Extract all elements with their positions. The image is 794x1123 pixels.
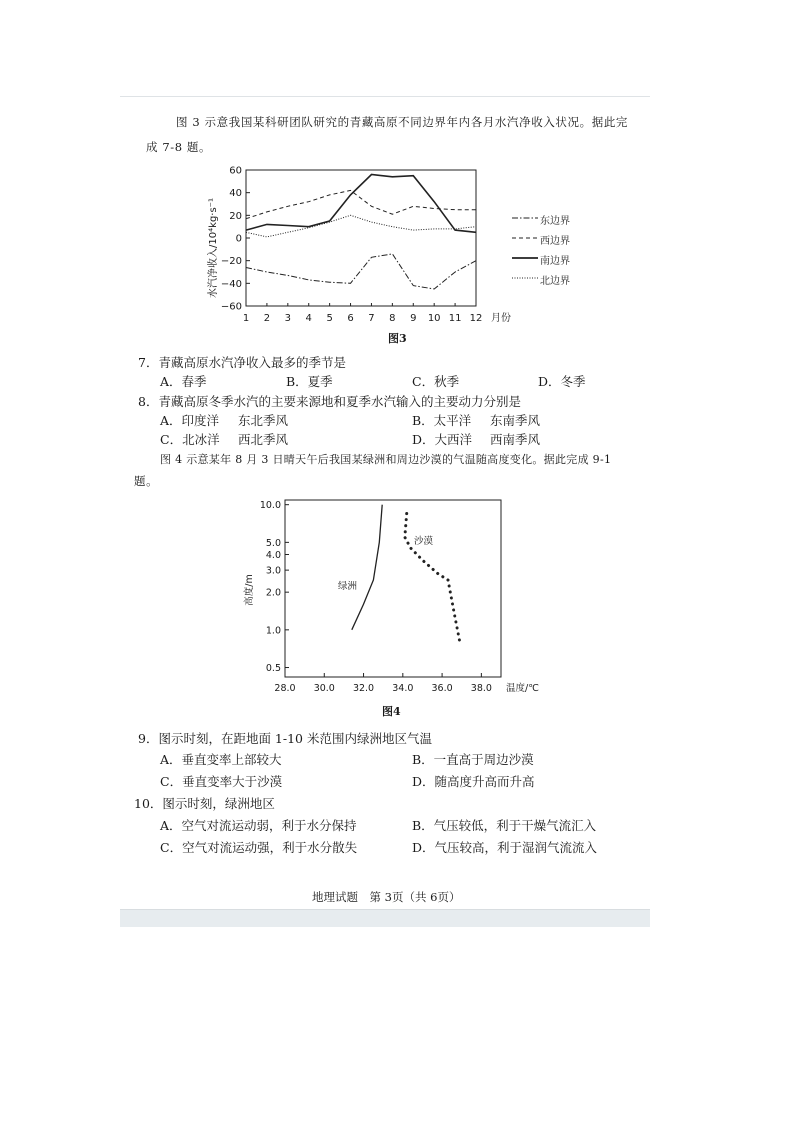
q8-option-d-letter: D．大西洋 [412, 432, 473, 447]
question-8-stem: 8．青藏高原冬季水汽的主要来源地和夏季水汽输入的主要动力分别是 [138, 394, 521, 409]
y-tick-label: 5.0 [265, 537, 281, 549]
x-tick-label: 3 [284, 313, 292, 324]
q9-option-a: A．垂直变率上部较大 [160, 752, 282, 767]
y-tick-label: 0 [235, 233, 242, 245]
figure-4-chart [240, 498, 560, 698]
desert-label: 沙漠 [414, 536, 434, 547]
page-bottom-edge [120, 909, 650, 927]
series-line [405, 514, 460, 643]
q10-option-c: C．空气对流运动强，利于水分散失 [160, 840, 358, 855]
x-tick-label: 6 [347, 313, 354, 324]
plot-frame [285, 500, 501, 677]
x-tick-label: 4 [305, 313, 312, 324]
q8-option-a-text: 东北季风 [238, 413, 289, 428]
y-tick-label: 40 [229, 188, 242, 200]
q10-option-a: A．空气对流运动弱，利于水分保持 [160, 818, 357, 833]
q7-option-a: A．春季 [160, 374, 207, 389]
oasis-label: 绿洲 [338, 581, 358, 592]
question-10-stem: 10．图示时刻，绿洲地区 [134, 796, 275, 811]
x-tick-label: 5 [326, 313, 333, 324]
page-footer: 地理试题 第 3页（共 6页） [312, 890, 461, 904]
chart-xlabel: 温度/℃ [506, 683, 539, 694]
y-tick-label: 60 [229, 165, 242, 177]
intro-line: 题。 [134, 474, 159, 488]
chart-ylabel: 水汽净收入/10⁴kg·s⁻¹ [208, 198, 219, 298]
series-line [246, 254, 476, 289]
x-tick-label: 7 [368, 313, 375, 324]
intro-line: 图 4 示意某年 8 月 3 日晴天午后我国某绿洲和周边沙漠的气温随高度变化。据此完成 9-1 [160, 453, 612, 466]
intro-line: 图 3 示意我国某科研团队研究的青藏高原不同边界年内各月水汽净收入状况。据此完 [176, 115, 629, 129]
question-7-stem: 7．青藏高原水汽净收入最多的季节是 [138, 355, 346, 370]
x-tick-label: 28.0 [274, 683, 296, 694]
q8-option-c-letter: C．北冰洋 [160, 432, 220, 447]
legend-east: 东边界 [540, 216, 570, 227]
q8-option-c-text: 西北季风 [238, 432, 289, 447]
y-tick-label: 3.0 [265, 565, 281, 577]
x-tick-label: 8 [389, 313, 396, 324]
x-tick-label: 9 [410, 313, 417, 324]
q9-option-c: C．垂直变率大于沙漠 [160, 774, 283, 789]
x-tick-label: 38.0 [470, 683, 492, 694]
x-tick-label: 1 [242, 313, 250, 324]
chart-ylabel: 高度/m [244, 574, 255, 606]
q10-option-b: B．气压较低，利于干燥气流汇入 [412, 818, 597, 833]
q9-option-b: B．一直高于周边沙漠 [412, 752, 534, 767]
x-tick-label: 10 [427, 313, 441, 324]
x-tick-label: 32.0 [352, 683, 375, 694]
series-line [352, 505, 382, 630]
intro-line: 成 7-8 题。 [146, 140, 212, 154]
legend-north: 北边界 [540, 276, 570, 287]
q8-option-d-text: 西南季风 [490, 432, 541, 447]
series-line [246, 190, 476, 218]
q10-option-d: D．气压较高，利于湿润气流流入 [412, 840, 598, 855]
y-tick-label: 2.0 [265, 587, 281, 599]
question-9-stem: 9．图示时刻，在距地面 1-10 米范围内绿洲地区气温 [138, 731, 432, 746]
q8-option-b-letter: B．太平洋 [412, 413, 472, 428]
chart-xunit: 月份 [491, 313, 511, 324]
x-tick-label: 36.0 [431, 683, 453, 694]
figure-3-caption: 图3 [388, 332, 407, 345]
figure-4-caption: 图4 [382, 705, 401, 718]
figure-3-chart [204, 160, 524, 340]
plot-frame [246, 170, 476, 306]
x-tick-label: 34.0 [392, 683, 414, 694]
q7-option-c: C．秋季 [412, 374, 460, 389]
legend-west: 西边界 [540, 236, 570, 247]
x-tick-label: 2 [263, 313, 271, 324]
y-tick-label: 1.0 [265, 625, 281, 637]
x-tick-label: 12 [469, 313, 483, 324]
x-tick-label: 11 [448, 313, 462, 324]
y-tick-label: 4.0 [265, 549, 281, 561]
y-tick-label: 0.5 [265, 663, 281, 675]
q7-option-d: D．冬季 [538, 374, 586, 389]
q8-option-b-text: 东南季风 [490, 413, 541, 428]
series-line [246, 175, 476, 233]
x-tick-label: 30.0 [313, 683, 335, 694]
y-tick-label: −20 [220, 256, 242, 268]
q9-option-d: D．随高度升高而升高 [412, 774, 535, 789]
y-tick-label: −40 [220, 278, 242, 290]
series-line [246, 215, 476, 237]
legend-south: 南边界 [540, 256, 570, 267]
q8-option-a-letter: A．印度洋 [160, 413, 220, 428]
y-tick-label: −60 [220, 301, 242, 313]
q7-option-b: B．夏季 [286, 374, 333, 389]
y-tick-label: 20 [229, 210, 242, 222]
y-tick-label: 10.0 [259, 500, 281, 512]
